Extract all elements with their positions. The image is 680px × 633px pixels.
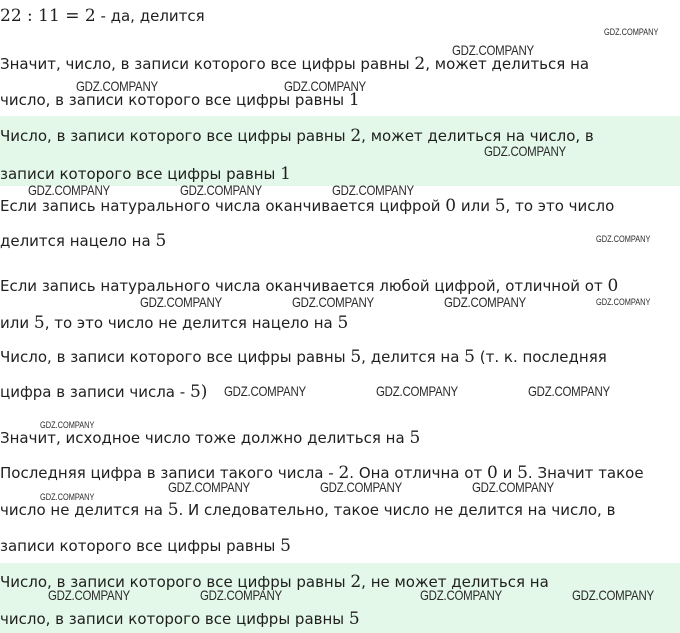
text-fragment: делится нацело на xyxy=(0,232,156,250)
math-expression: 5 xyxy=(167,500,179,520)
text-fragment: , может делиться на число, в xyxy=(361,127,594,145)
text-fragment: . И следовательно, такое число не делится на число, в xyxy=(178,501,616,519)
text-fragment: , может делиться на xyxy=(425,55,590,73)
text-line xyxy=(0,609,360,629)
math-expression: 5 xyxy=(337,313,349,333)
math-expression: 5 xyxy=(517,463,528,483)
text-line xyxy=(0,6,205,26)
math-expression: 5 xyxy=(33,313,45,333)
text-fragment: и xyxy=(497,464,518,482)
text-fragment: . Значит такое xyxy=(527,464,644,482)
watermark: GDZ.COMPANY xyxy=(472,479,554,495)
text-fragment: или xyxy=(456,197,495,215)
text-line xyxy=(0,347,607,367)
text-fragment: Последняя цифра в записи такого числа - xyxy=(0,464,339,482)
text-line xyxy=(0,196,614,216)
watermark: GDZ.COMPANY xyxy=(224,383,306,399)
text-line xyxy=(0,276,618,296)
watermark: GDZ.COMPANY xyxy=(28,182,110,198)
text-line xyxy=(0,231,166,251)
watermark: GDZ.COMPANY xyxy=(168,479,250,495)
text-fragment: , то это число не делится нацело на xyxy=(44,314,338,332)
math-expression: 2 xyxy=(414,54,426,74)
text-fragment: , не может делиться на xyxy=(361,573,549,591)
math-expression: 5 xyxy=(464,347,475,367)
math-expression: 0 xyxy=(607,276,619,296)
text-line xyxy=(0,382,207,402)
text-line xyxy=(0,536,291,556)
math-expression: 5 xyxy=(155,231,167,251)
text-fragment: Если запись натурального числа оканчивается любой цифрой, отличной от xyxy=(0,277,608,295)
watermark: GDZ.COMPANY xyxy=(484,143,566,159)
math-expression: 0 xyxy=(445,196,457,216)
math-expression: 1 xyxy=(348,90,360,110)
text-fragment: Число, в записи которого все цифры равны xyxy=(0,573,351,591)
watermark: GDZ.COMPANY xyxy=(604,27,659,37)
text-line xyxy=(0,428,420,448)
watermark: GDZ.COMPANY xyxy=(444,294,526,310)
watermark: GDZ.COMPANY xyxy=(452,42,534,58)
math-expression: 0 xyxy=(486,463,498,483)
watermark: GDZ.COMPANY xyxy=(200,587,282,603)
watermark: GDZ.COMPANY xyxy=(320,479,402,495)
watermark: GDZ.COMPANY xyxy=(180,182,262,198)
watermark: GDZ.COMPANY xyxy=(140,294,222,310)
text-fragment: записи которого все цифры равны xyxy=(0,537,281,555)
text-line xyxy=(0,500,615,520)
math-expression: 22 : 11 = 2 xyxy=(0,6,96,26)
math-expression: 5 xyxy=(350,347,362,367)
text-fragment: число, в записи которого все цифры равны xyxy=(0,91,349,109)
watermark: GDZ.COMPANY xyxy=(420,587,502,603)
watermark: GDZ.COMPANY xyxy=(332,182,414,198)
text-fragment: число, в записи которого все цифры равны xyxy=(0,610,349,628)
text-fragment: число не делится на xyxy=(0,501,168,519)
text-line xyxy=(0,164,291,184)
math-expression: 5 xyxy=(409,428,421,448)
text-fragment: , то это число xyxy=(505,197,615,215)
watermark: GDZ.COMPANY xyxy=(40,492,95,502)
math-expression: 2 xyxy=(338,463,350,483)
watermark: GDZ.COMPANY xyxy=(376,383,458,399)
text-fragment: или xyxy=(0,314,34,332)
math-expression: 5 xyxy=(348,609,360,629)
watermark: GDZ.COMPANY xyxy=(292,294,374,310)
text-fragment: цифра в записи числа - xyxy=(0,383,190,401)
text-fragment: . Она отлична от xyxy=(349,464,487,482)
watermark: GDZ.COMPANY xyxy=(596,297,651,307)
text-fragment: записи которого все цифры равны xyxy=(0,165,281,183)
text-line xyxy=(0,313,348,333)
watermark: GDZ.COMPANY xyxy=(528,383,610,399)
watermark: GDZ.COMPANY xyxy=(596,234,651,244)
text-fragment: Значит, число, в записи которого все цифры равны xyxy=(0,55,415,73)
text-fragment: Значит, исходное число тоже должно делиться на xyxy=(0,429,410,447)
text-fragment: , делится на xyxy=(361,348,465,366)
text-fragment: - да, делится xyxy=(95,7,205,25)
math-expression: 2 xyxy=(350,572,362,592)
watermark: GDZ.COMPANY xyxy=(48,587,130,603)
text-fragment: Если запись натурального числа оканчивается цифрой xyxy=(0,197,446,215)
text-fragment: Число, в записи которого все цифры равны xyxy=(0,348,351,366)
text-fragment: (т. к. последняя xyxy=(475,348,607,366)
math-expression: 5 xyxy=(494,196,506,216)
text-fragment: Число, в записи которого все цифры равны xyxy=(0,127,351,145)
math-expression: 1 xyxy=(280,164,291,184)
watermark: GDZ.COMPANY xyxy=(572,587,654,603)
watermark: GDZ.COMPANY xyxy=(284,78,366,94)
math-expression: 2 xyxy=(350,126,362,146)
watermark: GDZ.COMPANY xyxy=(76,78,158,94)
math-expression: 5) xyxy=(189,382,208,402)
watermark: GDZ.COMPANY xyxy=(40,420,95,430)
math-expression: 5 xyxy=(280,536,291,556)
